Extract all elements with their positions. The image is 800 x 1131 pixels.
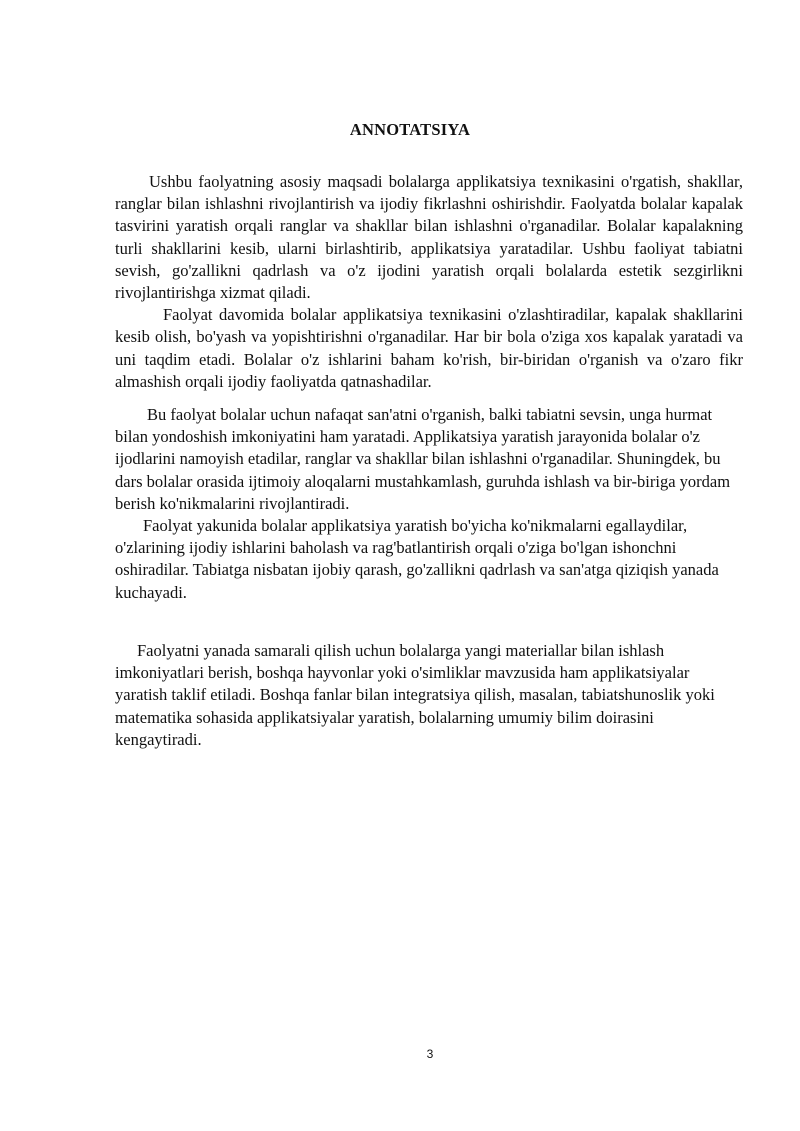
annotation-section-1 bbox=[115, 171, 743, 393]
annotation-section-2 bbox=[115, 404, 743, 604]
document-title: ANNOTATSIYA bbox=[349, 120, 471, 139]
paragraph: Faolyatni yanada samarali qilish uchun bolalarga yangi materiallar bilan ishlash imkoniyatlari berish, boshqa hayvonlar yoki o'simliklar mavzusida ham applikatsiyalar yaratish taklif etiladi. Boshqa fanlar bilan integratsiya qilish, masalan, tabiatshunoslik yoki matematika sohasida applikatsiyalar yaratish, bolalarning umumiy bilim doirasini kengaytiradi. bbox=[115, 641, 715, 749]
page-number: 3 bbox=[426, 1047, 434, 1061]
paragraph: Faolyat davomida bolalar applikatsiya texnikasini o'zlashtiradilar, kapalak shakllarini kesib olish, bo'yash va yopishtirishni o'rganadilar. Har bir bola o'ziga xos kapalak yaratadi va uni taqdim etadi. Bolalar o'z ishlarini baham ko'rish, bir-biridan o'rganish va o'zaro fikr almashish orqali ijodiy faoliyatda qatnashadilar. bbox=[115, 305, 743, 391]
annotation-section-3 bbox=[115, 640, 743, 751]
paragraph: Faolyat yakunida bolalar applikatsiya yaratish bo'yicha ko'nikmalarni egallaydilar, o'zlarining ijodiy ishlarini baholash va rag'batlantirish orqali o'ziga bo'lgan ishonchni oshiradilar. Tabiatga nisbatan ijobiy qarash, go'zallikni qadrlash va san'atga qiziqish yanada kuchayadi. bbox=[115, 516, 719, 602]
paragraph: Bu faolyat bolalar uchun nafaqat san'atni o'rganish, balki tabiatni sevsin, unga hurmat bilan yondoshish imkoniyatini ham yaratadi. Applikatsiya yaratish jarayonida bolalar o'z ijodlarini namoyish etadilar, ranglar va shakllar bilan ishlashni o'rganadilar. Shuningdek, bu dars bolalar orasida ijtimoiy aloqalarni mustahkamlash, guruhda ishlash va bir-biriga yordam berish ko'nikmalarini rivojlantiradi. bbox=[115, 405, 731, 513]
paragraph: Ushbu faolyatning asosiy maqsadi bolalarga applikatsiya texnikasini o'rgatish, shakllar, ranglar bilan ishlashni rivojlantirish va ijodiy fikrlashni oshirishdir. Faolyatda bolalar kapalak tasvirini yaratish orqali ranglar va shakllar bilan ishlashni o'rganadilar. Bolalar kapalakning turli shakllarini kesib, ularni birlashtirib, applikatsiya yaratadilar. Ushbu faoliyat tabiatni sevish, go'zallikni qadrlash va o'z ijodini yaratish orqali bolalarda estetik sezgirlikni rivojlantirishga xizmat qiladi. bbox=[115, 172, 743, 303]
